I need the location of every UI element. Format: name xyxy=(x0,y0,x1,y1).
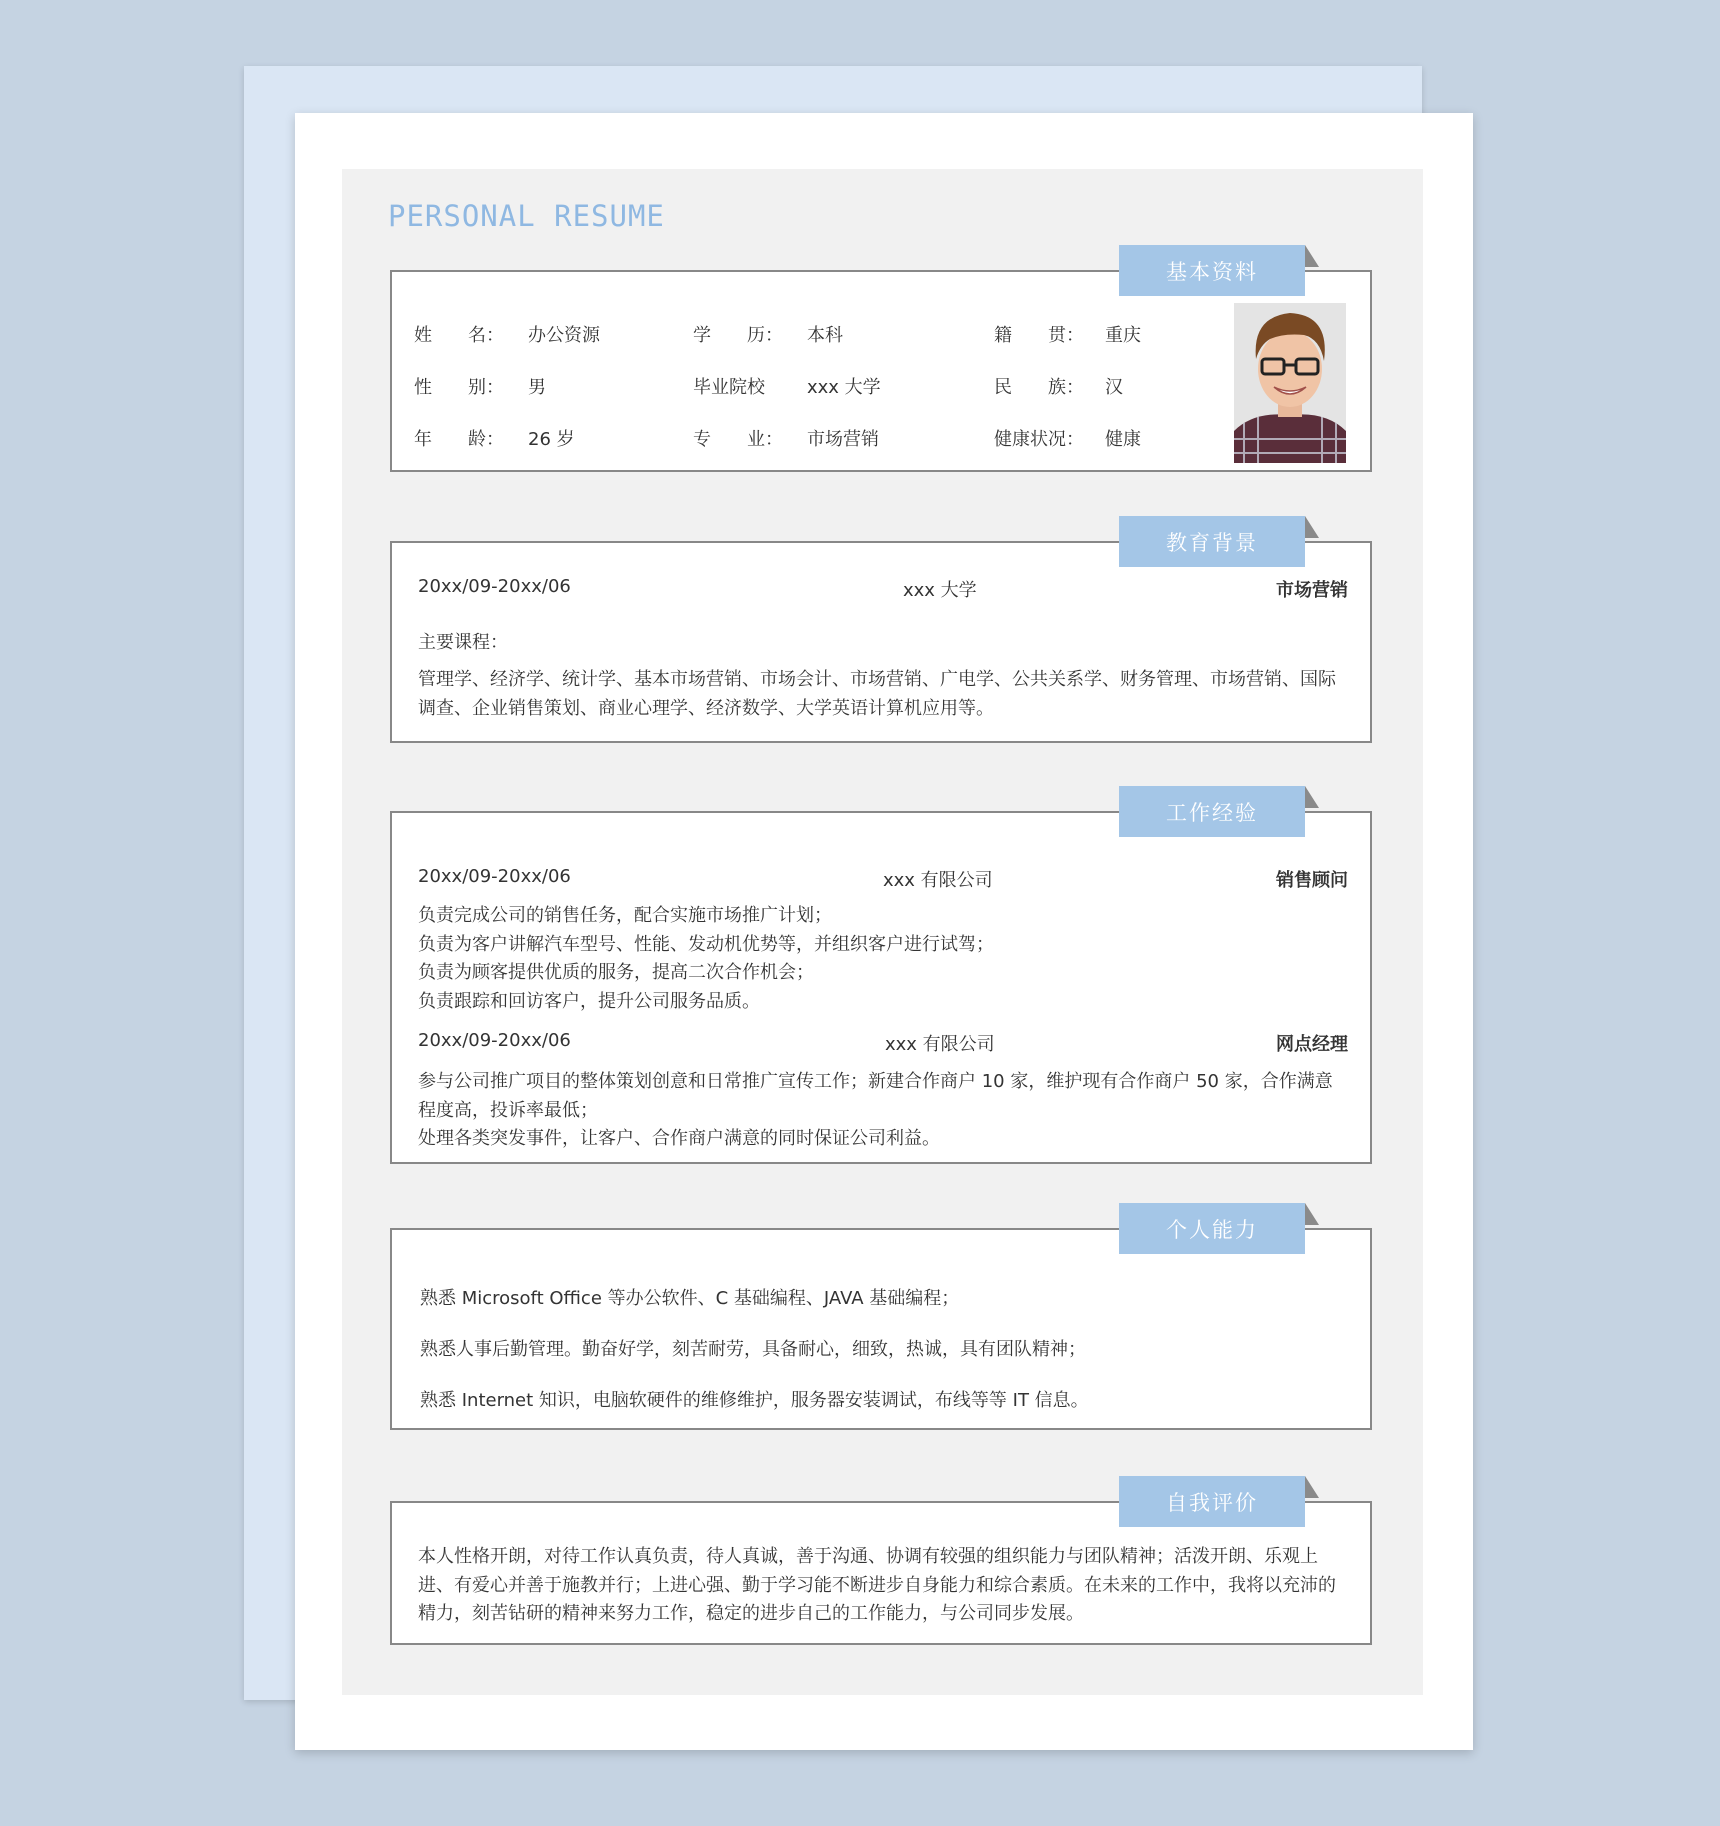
skill-item: 熟悉 Internet 知识，电脑软硬件的维修维护，服务器安装调试，布线等等 IT 信息。 xyxy=(420,1390,1089,1411)
health-label: 健康状况： xyxy=(994,429,1084,450)
job-company: xxx 有限公司 xyxy=(885,1034,995,1055)
job-duty-line: 负责完成公司的销售任务，配合实施市场推广计划； xyxy=(418,905,832,926)
name-value: 办公资源 xyxy=(528,325,600,346)
job-duty-line: 处理各类突发事件，让客户、合作商户满意的同时保证公司利益。 xyxy=(418,1128,940,1149)
hometown-label: 籍 贯： xyxy=(994,325,1084,346)
age-label: 年 龄： xyxy=(414,429,504,450)
self-evaluation-tab: 自我评价 xyxy=(1119,1476,1305,1527)
job-role: 网点经理 xyxy=(1276,1034,1348,1055)
degree-label: 学 历： xyxy=(693,325,783,346)
major-label: 专 业： xyxy=(693,429,783,450)
gender-value: 男 xyxy=(528,377,546,398)
courses-label: 主要课程： xyxy=(418,632,508,653)
job-duties xyxy=(418,902,1348,1016)
education-major: 市场营销 xyxy=(1276,580,1348,601)
health-value: 健康 xyxy=(1105,429,1141,450)
page-title: PERSONAL RESUME xyxy=(388,199,665,233)
basic-info-section xyxy=(390,259,1372,472)
courses-text: 管理学、经济学、统计学、基本市场营销、市场会计、市场营销、广电学、公共关系学、财务管理、市场营销、国际调查、企业销售策划、商业心理学、经济数学、大学英语计算机应用等。 xyxy=(418,669,1336,719)
gender-label: 性 别： xyxy=(414,377,504,398)
school-value: xxx 大学 xyxy=(807,377,881,398)
person-avatar-icon xyxy=(1234,303,1346,463)
degree-value: 本科 xyxy=(807,325,843,346)
age-value: 26 岁 xyxy=(528,429,575,450)
job-duties xyxy=(418,1068,1348,1154)
basic-info-tab: 基本资料 xyxy=(1119,245,1305,296)
self-evaluation-text: 本人性格开朗，对待工作认真负责，待人真诚，善于沟通、协调有较强的组织能力与团队精神；活泼开朗、乐观上进、有爱心并善于施教并行；上进心强、勤于学习能不断进步自身能力和综合素质。在未来的工作中，我将以充沛的精力，刻苦钻研的精神来努力工作，稳定的进步自己的工作能力，与公司同步发展。 xyxy=(418,1546,1336,1624)
skill-item: 熟悉人事后勤管理。勤奋好学，刻苦耐劳，具备耐心，细致，热诚，具有团队精神； xyxy=(420,1339,1086,1360)
job-duty-line: 负责为客户讲解汽车型号、性能、发动机优势等，并组织客户进行试驾； xyxy=(418,933,994,955)
education-school: xxx 大学 xyxy=(903,580,977,601)
skill-item: 熟悉 Microsoft Office 等办公软件、C 基础编程、JAVA 基础编程； xyxy=(420,1288,960,1309)
resume-content xyxy=(342,169,1423,1695)
work-tab: 工作经验 xyxy=(1119,786,1305,837)
profile-photo xyxy=(1234,303,1346,463)
resume-sheet xyxy=(295,113,1473,1750)
job-period: 20xx/09-20xx/06 xyxy=(418,1030,571,1051)
job-duty-line: 参与公司推广项目的整体策划创意和日常推广宣传工作；新建合作商户 10 家，维护现有合作商户 50 家，合作满意程度高，投诉率最低； xyxy=(418,1071,1333,1121)
work-section xyxy=(390,800,1372,1164)
self-evaluation-section xyxy=(390,1490,1372,1645)
ethnicity-value: 汉 xyxy=(1105,377,1123,398)
education-tab: 教育背景 xyxy=(1119,516,1305,567)
name-label: 姓 名： xyxy=(414,325,504,346)
ethnicity-label: 民 族： xyxy=(994,377,1084,398)
job-period: 20xx/09-20xx/06 xyxy=(418,866,571,887)
school-label: 毕业院校 xyxy=(693,377,765,398)
job-company: xxx 有限公司 xyxy=(883,870,993,891)
job-duty-line: 负责为顾客提供优质的服务，提高二次合作机会； xyxy=(418,962,814,983)
hometown-value: 重庆 xyxy=(1105,325,1141,346)
job-duty-line: 负责跟踪和回访客户，提升公司服务品质。 xyxy=(418,990,760,1012)
major-value: 市场营销 xyxy=(807,429,879,450)
skills-section xyxy=(390,1217,1372,1430)
skills-tab: 个人能力 xyxy=(1119,1203,1305,1254)
job-role: 销售顾问 xyxy=(1276,870,1348,891)
education-section xyxy=(390,530,1372,743)
education-period: 20xx/09-20xx/06 xyxy=(418,576,571,597)
